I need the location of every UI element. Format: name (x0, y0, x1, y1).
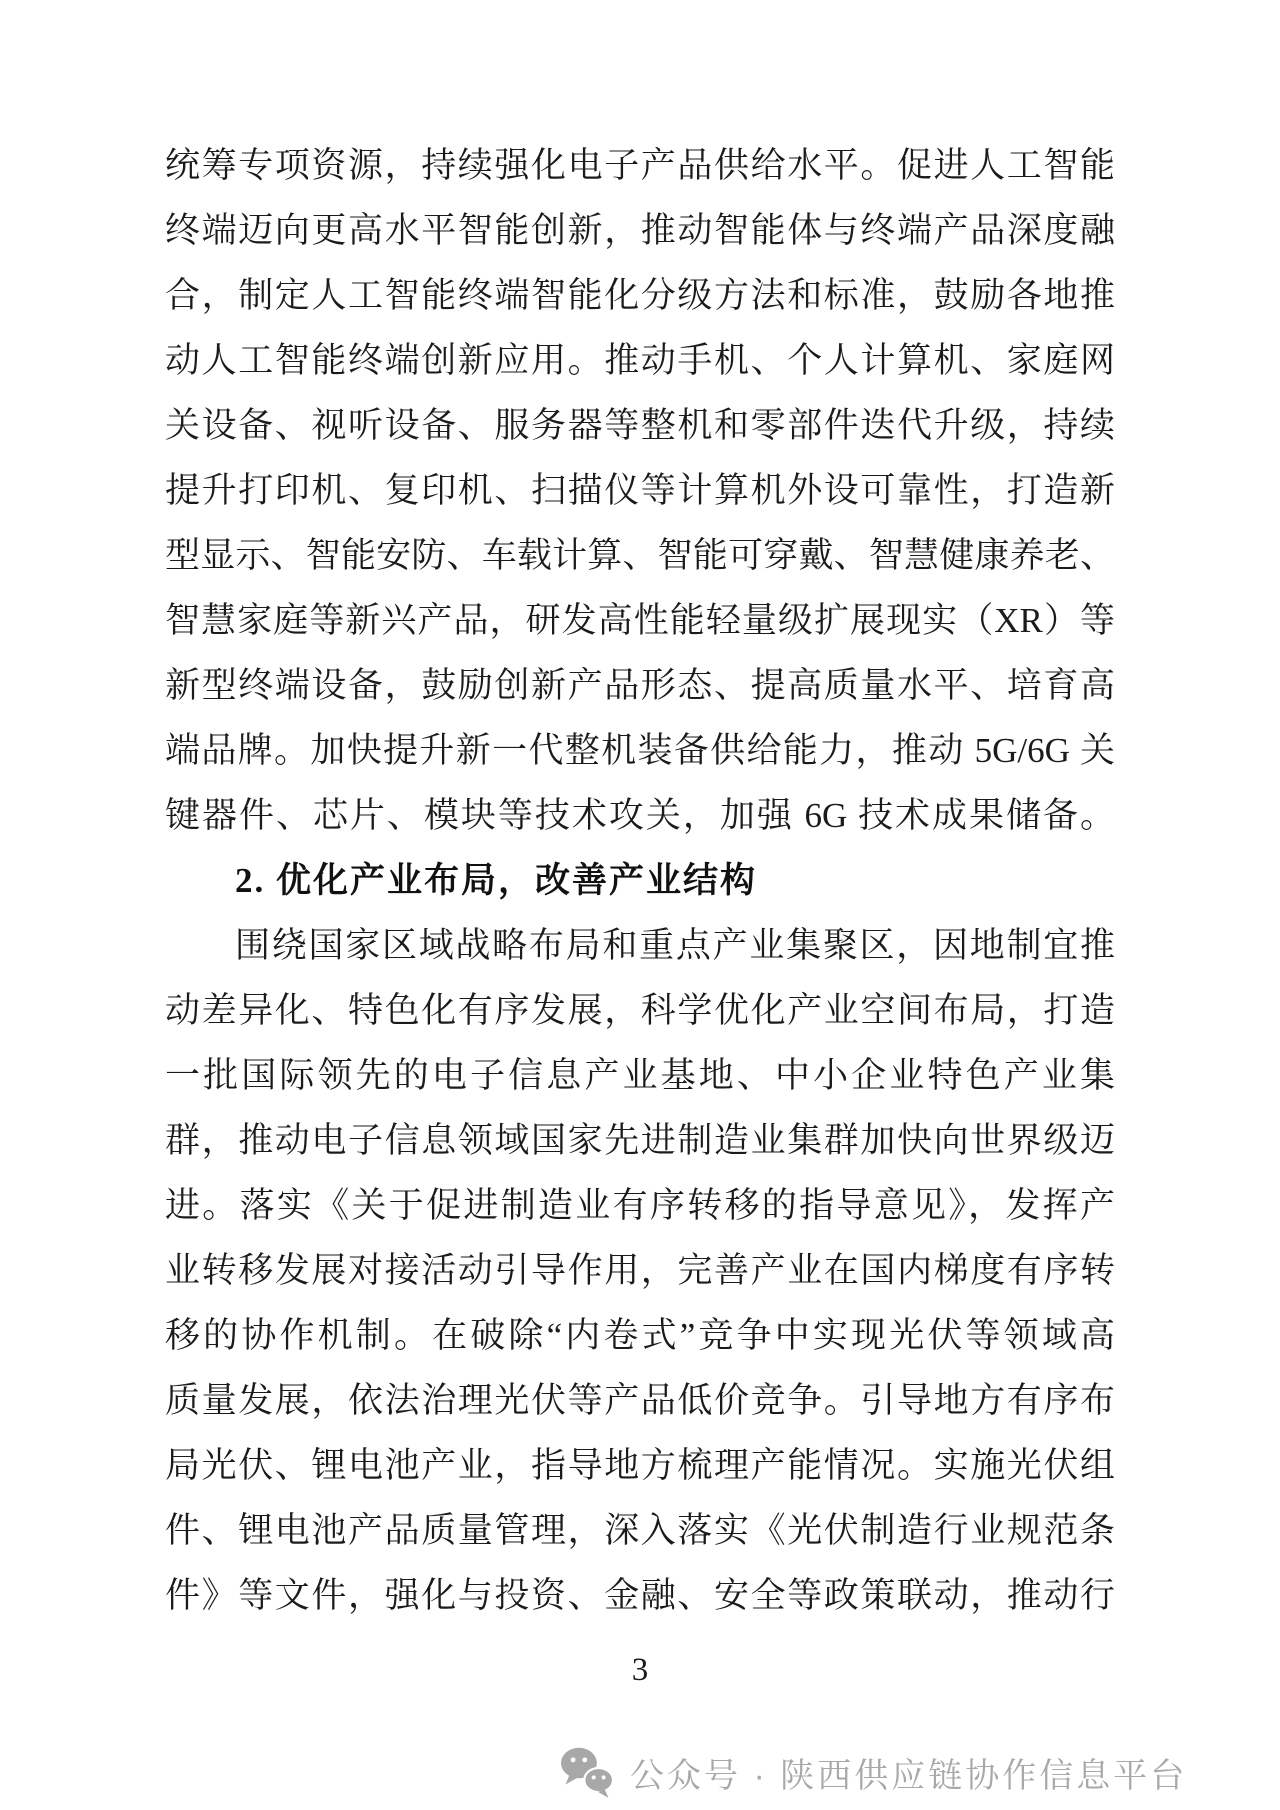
text-line: 动人工智能终端创新应用。推动手机、个人计算机、家庭网 (165, 341, 1115, 380)
text-line: 质量发展，依法治理光伏等产品低价竞争。引导地方有序布 (165, 1381, 1115, 1420)
text-line: 合，制定人工智能终端智能化分级方法和标准，鼓励各地推 (165, 276, 1115, 315)
text-line: 提升打印机、复印机、扫描仪等计算机外设可靠性，打造新 (165, 471, 1115, 510)
text-line: 关设备、视听设备、服务器等整机和零部件迭代升级，持续 (165, 406, 1115, 445)
body-text (165, 133, 1115, 1628)
text-line: 动差异化、特色化有序发展，科学优化产业空间布局，打造 (165, 991, 1115, 1030)
text-line: 智慧家庭等新兴产品，研发高性能轻量级扩展现实（XR）等 (165, 601, 1115, 640)
paragraph-2 (165, 913, 1115, 1628)
text-line: 移的协作机制。在破除“内卷式”竞争中实现光伏等领域高 (165, 1316, 1115, 1355)
text-line: 业转移发展对接活动引导作用，完善产业在国内梯度有序转 (165, 1251, 1115, 1290)
text-line: 终端迈向更高水平智能创新，推动智能体与终端产品深度融 (165, 211, 1115, 250)
text-line: 件》等文件，强化与投资、金融、安全等政策联动，推动行 (165, 1576, 1115, 1615)
text-line: 局光伏、锂电池产业，指导地方梳理产能情况。实施光伏组 (165, 1446, 1115, 1485)
text-line: 围绕国家区域战略布局和重点产业集聚区，因地制宜推 (235, 926, 1115, 965)
paragraph-1 (165, 133, 1115, 848)
text-line: 键器件、芯片、模块等技术攻关，加强 6G 技术成果储备。 (165, 796, 1115, 835)
footer-text: 公众号 · 陕西供应链协作信息平台 (630, 1756, 1188, 1795)
wechat-icon (558, 1746, 616, 1798)
footer-watermark (558, 1743, 1187, 1801)
text-line: 端品牌。加快提升新一代整机装备供给能力，推动 5G/6G 关 (165, 731, 1115, 770)
text-line: 件、锂电池产品质量管理，深入落实《光伏制造行业规范条 (165, 1511, 1115, 1550)
text-line: 型显示、智能安防、车载计算、智能可穿戴、智慧健康养老、 (165, 536, 1115, 575)
page-number: 3 (631, 1652, 649, 1688)
text-line: 一批国际领先的电子信息产业基地、中小企业特色产业集 (165, 1056, 1115, 1095)
text-line: 进。落实《关于促进制造业有序转移的指导意见》，发挥产 (165, 1186, 1115, 1225)
text-line: 群，推动电子信息领域国家先进制造业集群加快向世界级迈 (165, 1121, 1115, 1160)
text-line: 新型终端设备，鼓励创新产品形态、提高质量水平、培育高 (165, 666, 1115, 705)
text-line: 统筹专项资源，持续强化电子产品供给水平。促进人工智能 (165, 146, 1115, 185)
section-heading: 2. 优化产业布局，改善产业结构 (235, 861, 758, 900)
